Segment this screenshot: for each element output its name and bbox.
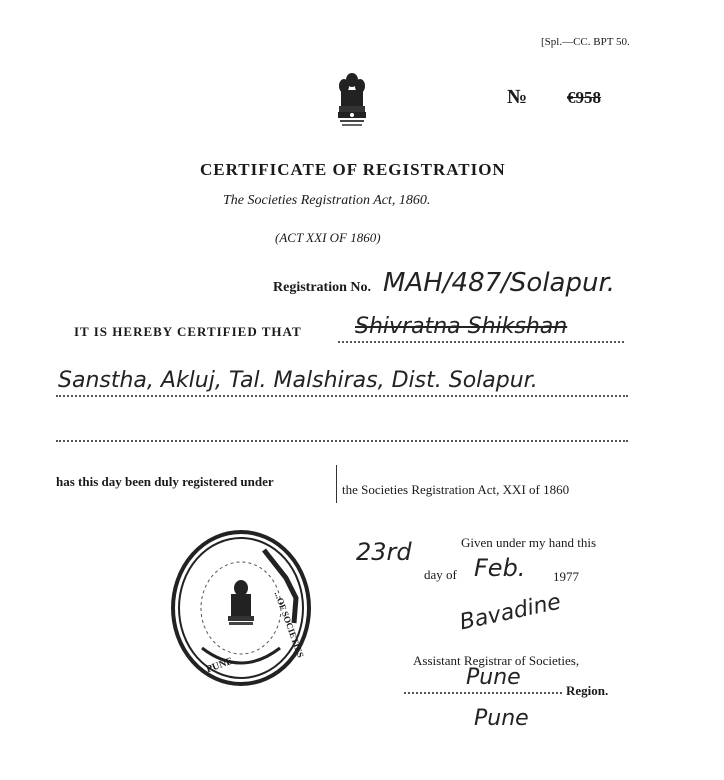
region-label: Region. xyxy=(566,683,609,698)
blank-line-dots xyxy=(56,440,628,442)
certified-label: IT IS HEREBY CERTIFIED THAT xyxy=(74,324,302,339)
number-value: €958 xyxy=(567,88,601,107)
signature: Bavadine xyxy=(457,589,564,636)
region-dots xyxy=(404,692,562,694)
place-value: Pune xyxy=(474,706,529,731)
registered-text-left: has this day been duly registered under xyxy=(56,474,274,489)
month-value: Feb. xyxy=(474,554,526,582)
society-line-2-dots xyxy=(56,395,628,397)
seal-text-top: ...OF SOCIETIES xyxy=(272,590,306,659)
society-name-line-1: Shivratna Shikshan xyxy=(355,314,568,339)
day-of-label: day of xyxy=(424,567,457,582)
text-divider xyxy=(336,465,337,503)
act-name: The Societies Registration Act, 1860. xyxy=(223,193,431,208)
registration-label: Registration No. xyxy=(273,280,371,295)
given-label: Given under my hand this xyxy=(461,535,597,550)
state-emblem-icon xyxy=(334,70,370,134)
officer-title: Assistant Registrar of Societies, xyxy=(413,653,580,668)
number-label: № xyxy=(507,86,528,108)
seal-text-bottom: PUNE xyxy=(204,655,235,676)
day-value: 23rd xyxy=(356,538,412,566)
act-reference: (ACT XXI OF 1860) xyxy=(275,230,381,245)
society-name-line-2: Sanstha, Akluj, Tal. Malshiras, Dist. Solapur. xyxy=(58,368,538,393)
official-seal-icon xyxy=(166,528,316,688)
region-value: Pune xyxy=(466,665,521,690)
year-value: 1977 xyxy=(553,569,579,584)
form-code: [Spl.—CC. BPT 50. xyxy=(541,36,630,48)
certificate-title: CERTIFICATE OF REGISTRATION xyxy=(200,160,506,179)
registration-number: MAH/487/Solapur. xyxy=(383,268,616,298)
registered-text-right: the Societies Registration Act, XXI of 1860 xyxy=(342,482,570,497)
society-line-1-dots xyxy=(338,341,624,343)
